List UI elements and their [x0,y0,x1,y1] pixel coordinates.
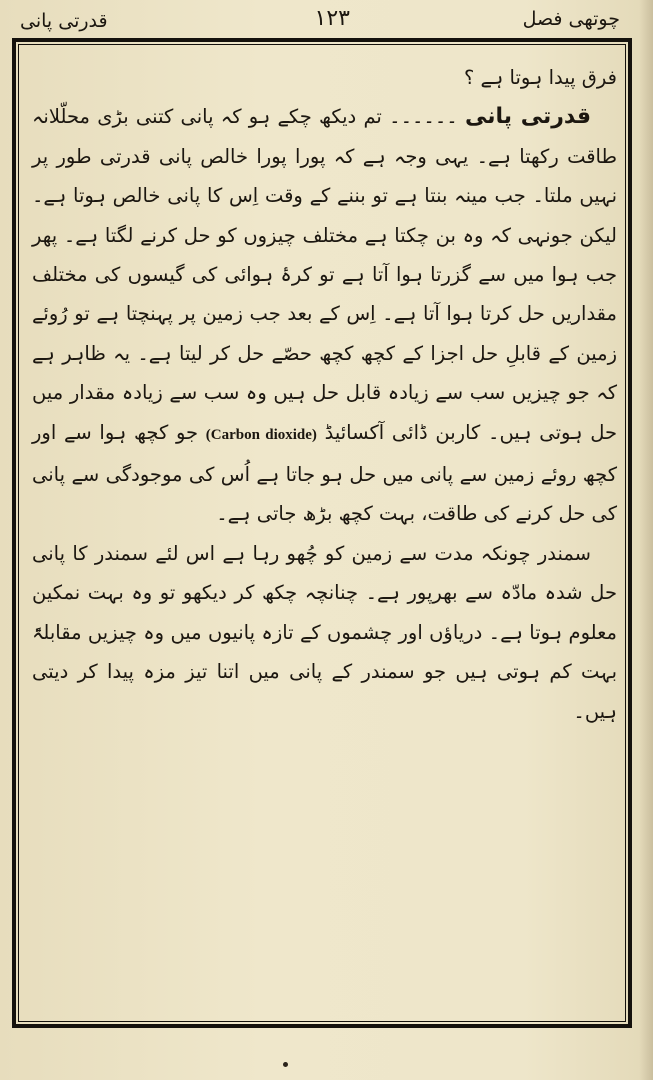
section-heading: قدرتی پانی [464,104,592,130]
continued-line: فرق پیدا ہوتا ہے ؟ [463,66,617,89]
page-header [20,6,620,40]
paragraph-sea-water: سمندر چونکہ مدت سے زمین کو چُھو رہا ہے اس لئے سمندر کا پانی حل شدہ مادّہ سے بھرپور ہے۔ چنانچہ چکھ کر دیکھو تو وہ بہت نمکین معلوم ہوتا ہے۔ دریاؤں اور چشموں کے تازہ پانیوں میں وہ چیزیں مقابلۃً بہت کم ہوتی ہیں جو سمندر کے پانی میں اتنا تیز مزہ پیدا کر دیتی ہیں۔ [32,541,617,723]
page-number: ۱۲۳ [314,6,350,31]
paragraph-text: تم دیکھ چکے ہو کہ پانی کتنی بڑی محلّلانہ طاقت رکھتا ہے۔ یہی وجہ ہے کہ پورا پورا خالص پانی قدرتی طور پر نہیں ملتا۔ جب مینہ بنتا ہے تو بننے کے وقت اِس کا پانی خالص ہوتا ہے۔ لیکن جونہی کہ وہ بن چکتا ہے مختلف چیزوں کو حل کرنے لگتا ہے۔ پھر جب ہوا میں سے گزرتا ہوا آتا ہے تو کرۂ ہوائی کی گیسوں کی مختلف مقداریں حل کرتا ہوا آتا ہے۔ اِس کے بعد جب زمین پر پہنچتا ہے تو رُوئے زمین کے قابلِ حل اجزا کے کچھ کچھ حصّے حل کر لیتا ہے۔ یہ ظاہر ہے کہ جو چیزیں سب سے زیادہ قابل حل ہیں وہ سب سے زیادہ مقدار میں حل ہوتی ہیں۔ کاربن ڈائی آکسائیڈ [32,105,618,444]
english-term: (Carbon dioxide) [205,426,317,443]
paragraph-text-continued: جو کچھ ہوا سے اور کچھ روئے زمین سے پانی میں حل ہو جاتا ہے اُس کی موجودگی سے پانی کی حل کرنے کی طاقت، بہت کچھ بڑھ جاتی ہے۔ [32,420,617,526]
paragraph-natural-water [32,97,617,533]
footer-mark [283,1062,288,1067]
heading-dash: ۔۔۔۔۔۔ [389,105,458,129]
chapter-title: چوتھی فصل [522,8,620,30]
running-title: قدرتی پانی [20,10,108,32]
page-body [32,58,617,731]
page-spine-shadow [639,0,653,1080]
